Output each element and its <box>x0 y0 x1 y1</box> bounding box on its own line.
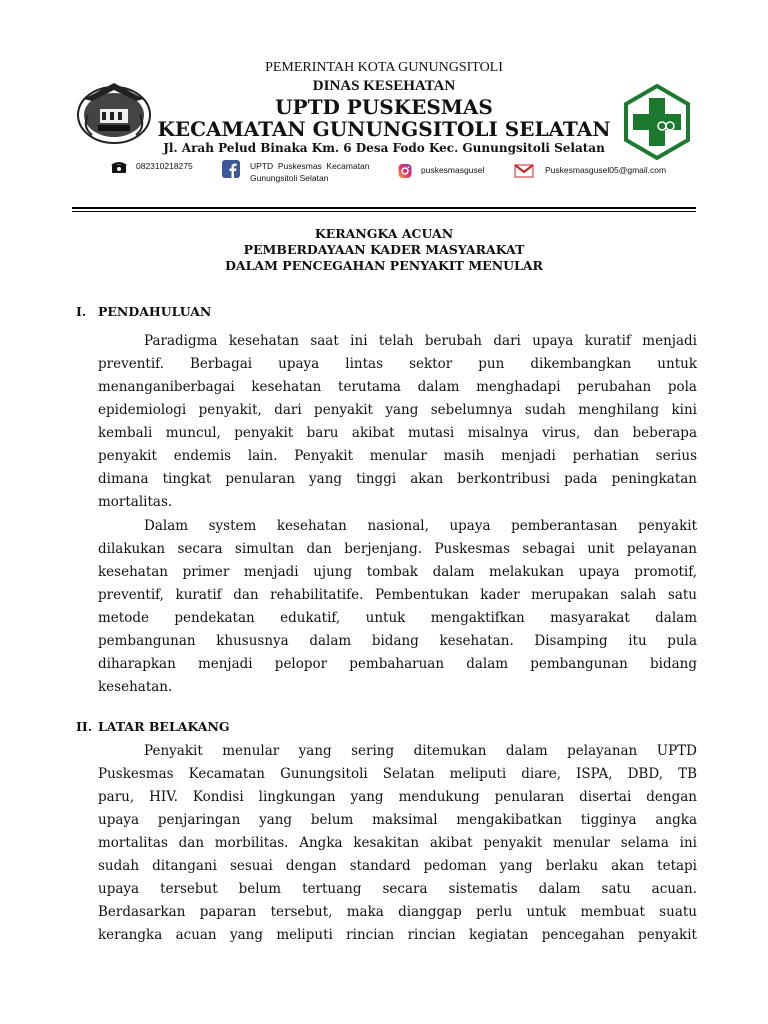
document-title-3: DALAM PENCEGAHAN PENYAKIT MENULAR <box>225 258 543 273</box>
puskesmas-logo-icon <box>623 84 691 160</box>
text-line: upaya penjaringan yang belum maksimal mengakibatkan tigginya angka <box>98 812 697 828</box>
text-line: dilakukan secara simultan dan berjenjang. Puskesmas sebagai unit pelayanan <box>98 541 697 557</box>
text-line: kerangka acuan yang meliputi rincian rincian kegiatan pencegahan penyakit <box>98 927 697 943</box>
section-title: PENDAHULUAN <box>98 304 212 319</box>
divider-thick <box>72 207 696 209</box>
section-number: I. <box>76 304 87 319</box>
phone-number: 082310218275 <box>136 161 193 171</box>
facebook-icon <box>222 160 240 178</box>
text-line: kembali muncul, penyakit baru akibat mutasi misalnya virus, dan beberapa <box>98 425 697 441</box>
text-line: Dalam system kesehatan nasional, upaya pemberantasan penyakit <box>144 518 697 534</box>
document-title-1: KERANGKA ACUAN <box>314 226 454 241</box>
section-heading-pendahuluan <box>76 304 211 319</box>
text-line: upaya tersebut belum tertuang secara sistematis dalam satu acuan. <box>98 881 697 897</box>
text-line: Berdasarkan paparan tersebut, maka dianggap perlu untuk membuat suatu <box>98 904 697 920</box>
text-line: paru, HIV. Kondisi lingkungan yang mendukung penularan disertai dengan <box>98 789 697 805</box>
text-line: penyakit endemis lain. Penyakit menular masih menjadi perhatian serius <box>98 448 697 464</box>
text-line: Paradigma kesehatan saat ini telah berubah dari upaya kuratif menjadi <box>144 333 697 349</box>
unit-name: UPTD PUSKESMAS <box>275 95 493 119</box>
section-title: LATAR BELAKANG <box>98 719 230 734</box>
address: Jl. Arah Pelud Binaka Km. 6 Desa Fodo Kec. Gunungsitoli Selatan <box>163 141 605 155</box>
text-line: menanganiberbagai kesehatan terutama dalam menghadapi perubahan pola <box>98 379 697 395</box>
instagram-account: puskesmasgusel <box>421 165 485 175</box>
paragraph-pendahuluan-2 <box>98 515 697 699</box>
text-line: pembangunan khususnya dalam bidang kesehatan. Disamping itu pula <box>98 633 697 649</box>
email-icon <box>514 164 534 178</box>
paragraph-pendahuluan-1 <box>98 330 697 514</box>
section-heading-latar-belakang <box>76 719 230 734</box>
facebook-line-2: Gunungsitoli Selatan <box>250 173 329 183</box>
facebook-line-1: UPTD Puskesmas Kecamatan <box>250 161 370 171</box>
text-line: kesehatan primer menjadi ujung tombak dalam melakukan upaya promotif, <box>98 564 697 580</box>
paragraph-latar-belakang-1 <box>98 740 697 947</box>
section-number: II. <box>76 719 93 734</box>
text-line: preventif, kuratif dan rehabilitatife. Pembentukan kader merupakan salah satu <box>98 587 697 603</box>
text-line: sudah ditangani sesuai dengan standard pedoman yang berlaku akan tetapi <box>98 858 697 874</box>
email-address: Puskesmasgusel05@gmail.com <box>545 165 667 175</box>
text-line: diharapkan menjadi pelopor pembaharuan dalam pembangunan bidang <box>98 656 697 672</box>
text-line: Penyakit menular yang sering ditemukan dalam pelayanan UPTD <box>144 743 697 759</box>
divider-thin <box>72 211 696 212</box>
text-line: metode pendekatan edukatif, untuk mengaktifkan masyarakat dalam <box>98 610 697 626</box>
text-line: Puskesmas Kecamatan Gunungsitoli Selatan meliputi diare, ISPA, DBD, TB <box>98 766 697 782</box>
text-line: kesehatan. <box>98 679 173 695</box>
text-line: mortalitas dan morbilitas. Angka kesakitan akibat penyakit menular selama ini <box>98 835 697 851</box>
document-title-2: PEMBERDAYAAN KADER MASYARAKAT <box>243 242 525 257</box>
department-name: DINAS KESEHATAN <box>312 78 456 94</box>
text-line: epidemiologi penyakit, dari penyakit yang sebelumnya sudah menghilang kini <box>98 402 697 418</box>
text-line: mortalitas. <box>98 494 173 510</box>
government-name: PEMERINTAH KOTA GUNUNGSITOLI <box>265 60 503 75</box>
phone-icon <box>110 160 128 174</box>
instagram-icon <box>398 163 412 179</box>
text-line: preventif. Berbagai upaya lintas sektor pun dikembangkan untuk <box>98 356 697 372</box>
district-name: KECAMATAN GUNUNGSITOLI SELATAN <box>157 117 611 141</box>
text-line: dimana tingkat penularan yang tinggi akan berkontribusi pada peningkatan <box>98 471 697 487</box>
facebook-account <box>250 160 370 184</box>
